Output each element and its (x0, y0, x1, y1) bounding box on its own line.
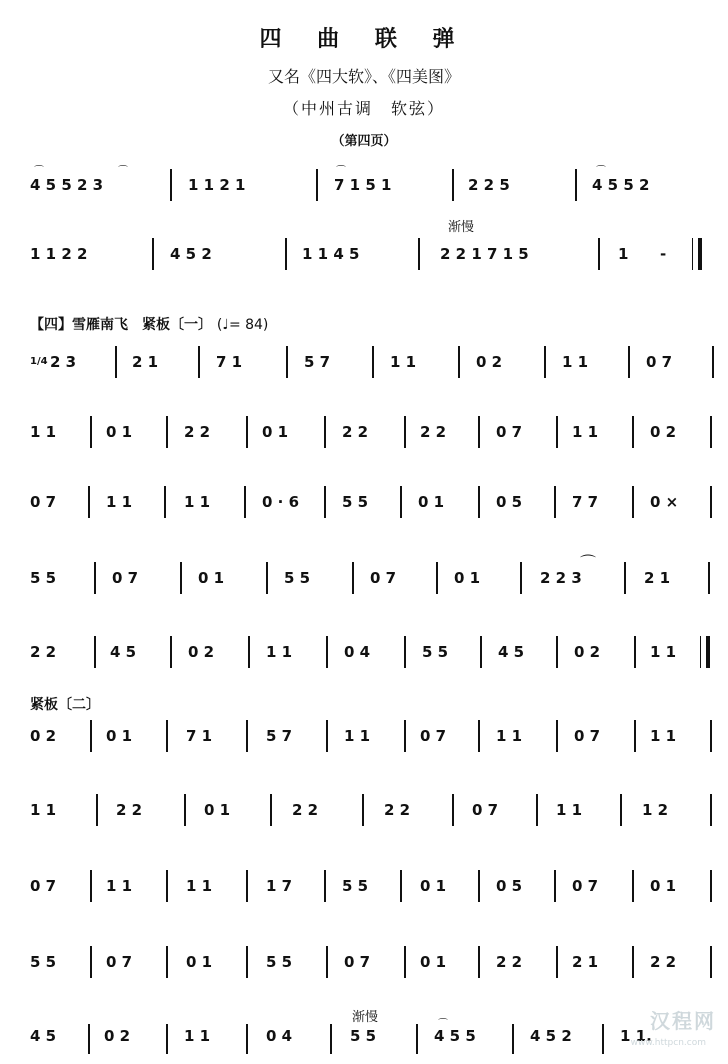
final-bar-line (698, 238, 702, 270)
bar-line (286, 346, 288, 378)
measure: 0 1 (418, 493, 445, 511)
bar-line (602, 1024, 604, 1054)
bar-line (90, 946, 92, 978)
bar-line (478, 946, 480, 978)
page-title: 四 曲 联 弹 (259, 26, 469, 52)
measure: 2 2 (384, 801, 411, 819)
bar-line (452, 794, 454, 826)
bar-line (556, 416, 558, 448)
measure: 4 5 (110, 643, 137, 661)
measure: 5 5 (342, 493, 369, 511)
bar-line (94, 636, 96, 668)
bar-line (246, 870, 248, 902)
measure: 2 2 (420, 423, 447, 441)
measure: 0 2 (104, 1027, 131, 1045)
bar-line (416, 1024, 418, 1054)
bar-line (554, 486, 556, 518)
tempo-marking: (♩= 84) (216, 317, 269, 333)
bar-line (404, 636, 406, 668)
bar-line (324, 416, 326, 448)
measure: 1 1 (184, 493, 211, 511)
bar-line (692, 238, 693, 270)
bar-line (90, 416, 92, 448)
bar-line (458, 346, 460, 378)
bar-line (270, 794, 272, 826)
final-bar-line (706, 636, 710, 668)
measure: 2 2 3 (540, 569, 582, 587)
measure: 1 1 (572, 423, 599, 441)
bar-line (632, 946, 634, 978)
measure: 4 5 2 (530, 1027, 572, 1045)
bar-line (632, 416, 634, 448)
section-label: 紧板〔二〕 (30, 697, 100, 713)
score-row-11 (0, 932, 728, 992)
measure: 0 7 (370, 569, 397, 587)
measure-dash: - (660, 245, 667, 263)
score-row-9 (0, 780, 728, 840)
bar-line (246, 1024, 248, 1054)
bar-line (632, 486, 634, 518)
measure: 0 7 (112, 569, 139, 587)
bar-line (326, 720, 328, 752)
bar-line (598, 238, 600, 270)
measure: 1 1 (186, 877, 213, 895)
bar-line (198, 346, 200, 378)
measure: 0 2 (650, 423, 677, 441)
measure: 7 1 (216, 353, 243, 371)
measure: 0 7 (646, 353, 673, 371)
bar-line (620, 794, 622, 826)
watermark-logo: 汉程网 (650, 1009, 716, 1033)
measure: 0 7 (572, 877, 599, 895)
bar-line (452, 169, 454, 201)
arc-ornament: ⌒ (336, 166, 346, 177)
measure: 0 4 (266, 1027, 293, 1045)
score-row-4 (0, 402, 728, 462)
score-row-6 (0, 548, 728, 608)
bar-line (710, 486, 712, 518)
bar-line (634, 636, 636, 668)
measure: 2 2 (342, 423, 369, 441)
bar-line (244, 486, 246, 518)
bar-line (372, 346, 374, 378)
bar-line (708, 562, 710, 594)
measure: 1 7 (266, 877, 293, 895)
score-row-12 (0, 1008, 728, 1056)
measure: 1 1 (556, 801, 583, 819)
measure: 5 5 (422, 643, 449, 661)
measure: 0 1 (106, 423, 133, 441)
score-row-3 (0, 332, 728, 392)
measure: 2 2 (496, 953, 523, 971)
bar-line (88, 1024, 90, 1054)
measure: 1 1 (496, 727, 523, 745)
page-subtitle-2: （中州古调 软弦） (282, 99, 445, 118)
bar-line (520, 562, 522, 594)
bar-line (710, 946, 712, 978)
measure: 4 5 (498, 643, 525, 661)
arc-ornament: ⌒ (438, 1019, 448, 1030)
measure: 1 1 (106, 877, 133, 895)
bar-line (164, 486, 166, 518)
bar-line (184, 794, 186, 826)
measure: 2 2 (184, 423, 211, 441)
measure: 2 2 1 7 1 5 (440, 245, 529, 263)
measure: 2 1 (132, 353, 159, 371)
measure: 0 1 (204, 801, 231, 819)
measure: 0 1 (650, 877, 677, 895)
bar-line (418, 238, 420, 270)
bar-line (96, 794, 98, 826)
bar-line (632, 870, 634, 902)
bar-line (400, 870, 402, 902)
bar-line (400, 486, 402, 518)
bar-line (324, 870, 326, 902)
bar-line (575, 169, 577, 201)
bar-line (166, 416, 168, 448)
page-subtitle: 又名《四大软》、《四美图》 (267, 67, 460, 86)
bar-line (180, 562, 182, 594)
measure: 2 1 (572, 953, 599, 971)
measure: 1 1. (620, 1027, 652, 1045)
measure: 0 7 (344, 953, 371, 971)
bar-line (624, 562, 626, 594)
measure: 5 5 (284, 569, 311, 587)
bar-line (166, 720, 168, 752)
measure: 2 2 (650, 953, 677, 971)
measure: 7 1 (186, 727, 213, 745)
measure: 0 5 (496, 877, 523, 895)
bar-line (246, 946, 248, 978)
measure: 5 5 (350, 1027, 377, 1045)
measure: 0 7 (496, 423, 523, 441)
score-row-10 (0, 856, 728, 916)
measure: 0 7 (420, 727, 447, 745)
measure: 0 · 6 (262, 493, 300, 511)
bar-line (326, 946, 328, 978)
bar-line (478, 720, 480, 752)
bar-line (478, 416, 480, 448)
tempo-annotation: 渐慢 (352, 1010, 379, 1025)
measure: 1 1 (562, 353, 589, 371)
bar-line (94, 562, 96, 594)
bar-line (404, 720, 406, 752)
measure: 0 1 (420, 953, 447, 971)
bar-line (285, 238, 287, 270)
measure: 0 2 (188, 643, 215, 661)
bar-line (712, 346, 714, 378)
measure: 2 2 (292, 801, 319, 819)
measure: 0 1 (420, 877, 447, 895)
bar-line (710, 720, 712, 752)
measure: 2 3 (50, 353, 77, 371)
bar-line (710, 794, 712, 826)
bar-line (352, 562, 354, 594)
score-row-7 (0, 622, 728, 682)
bar-line (700, 636, 701, 668)
tempo-annotation: 渐慢 (448, 220, 475, 235)
measure: 0 1 (262, 423, 289, 441)
measure: 0 7 (574, 727, 601, 745)
bar-line (710, 870, 712, 902)
bar-line (90, 720, 92, 752)
bar-line (536, 794, 538, 826)
score-row-8 (0, 706, 728, 766)
measure: 1 1 (650, 727, 677, 745)
measure: 1 1 (390, 353, 417, 371)
tie-arc: ⌒ (580, 553, 597, 572)
bar-line (362, 794, 364, 826)
measure: 1 1 2 1 (188, 176, 246, 194)
bar-line (246, 416, 248, 448)
bar-line (166, 870, 168, 902)
bar-line (326, 636, 328, 668)
bar-line (554, 870, 556, 902)
bar-line (316, 169, 318, 201)
measure: 5 5 (342, 877, 369, 895)
bar-line (266, 562, 268, 594)
bar-line (512, 1024, 514, 1054)
measure: 0 5 (496, 493, 523, 511)
measure: 1 2 (642, 801, 669, 819)
measure: 0 2 (30, 727, 57, 745)
measure: 0 4 (344, 643, 371, 661)
measure: 4 5 (30, 1027, 57, 1045)
measure: 5 5 (30, 569, 57, 587)
bar-line (710, 416, 712, 448)
bar-line (90, 870, 92, 902)
measure: 1 1 (184, 1027, 211, 1045)
measure: 2 1 (644, 569, 671, 587)
measure: 1 1 (650, 643, 677, 661)
bar-line (115, 346, 117, 378)
measure: 0 2 (476, 353, 503, 371)
measure: 1 1 2 2 (30, 245, 88, 263)
bar-line (404, 416, 406, 448)
measure: 1 1 (266, 643, 293, 661)
measure: 5 7 (266, 727, 293, 745)
measure: 0 7 (30, 493, 57, 511)
measure: 5 5 (30, 953, 57, 971)
measure: 7 1 5 1 (334, 176, 392, 194)
score-row-1 (0, 155, 728, 215)
measure: 0 × (650, 493, 679, 511)
bar-line (404, 946, 406, 978)
measure: 0 1 (198, 569, 225, 587)
bar-line (324, 486, 326, 518)
bar-line (544, 346, 546, 378)
measure: 1 1 (106, 493, 133, 511)
measure: 4 5 5 (434, 1027, 476, 1045)
score-row-5 (0, 472, 728, 532)
measure: 1 1 (344, 727, 371, 745)
measure: 7 7 (572, 493, 599, 511)
bar-line (88, 486, 90, 518)
bar-line (478, 486, 480, 518)
measure: 0 1 (106, 727, 133, 745)
bar-line (248, 636, 250, 668)
score-row-2 (0, 220, 728, 284)
arc-ornament: ⌒ (596, 166, 606, 177)
measure: 1 1 (30, 423, 57, 441)
measure: 4 5 5 2 3 (30, 176, 104, 194)
bar-line (166, 1024, 168, 1054)
measure: 0 1 (186, 953, 213, 971)
bar-line (170, 636, 172, 668)
measure: 0 7 (472, 801, 499, 819)
measure: 4 5 5 2 (592, 176, 650, 194)
measure: 5 7 (304, 353, 331, 371)
section-heading (30, 314, 268, 334)
bar-line (152, 238, 154, 270)
page-number-label: （第四页） (331, 134, 397, 149)
bar-line (478, 870, 480, 902)
watermark-url: www.httpcn.com (630, 1038, 706, 1048)
measure: 2 2 (30, 643, 57, 661)
bar-line (166, 946, 168, 978)
time-signature: 1/4 (30, 356, 48, 367)
bar-line (556, 636, 558, 668)
bar-line (170, 169, 172, 201)
bar-line (246, 720, 248, 752)
measure: 0 7 (30, 877, 57, 895)
arc-ornament: ⌒ (118, 166, 128, 177)
bar-line (556, 720, 558, 752)
measure: 0 7 (106, 953, 133, 971)
measure: 2 2 5 (468, 176, 510, 194)
bar-line (330, 1024, 332, 1054)
measure: 1 (618, 245, 629, 263)
measure: 0 2 (574, 643, 601, 661)
measure: 5 5 (266, 953, 293, 971)
measure: 0 1 (454, 569, 481, 587)
bar-line (628, 346, 630, 378)
bar-line (634, 720, 636, 752)
measure: 1 1 4 5 (302, 245, 360, 263)
bar-line (480, 636, 482, 668)
bar-line (556, 946, 558, 978)
measure: 2 2 (116, 801, 143, 819)
bar-line (436, 562, 438, 594)
measure: 1 1 (30, 801, 57, 819)
measure: 4 5 2 (170, 245, 212, 263)
arc-ornament: ⌒ (34, 166, 44, 177)
section-label: 【四】雪雁南飞 紧板〔一〕 (30, 317, 212, 333)
